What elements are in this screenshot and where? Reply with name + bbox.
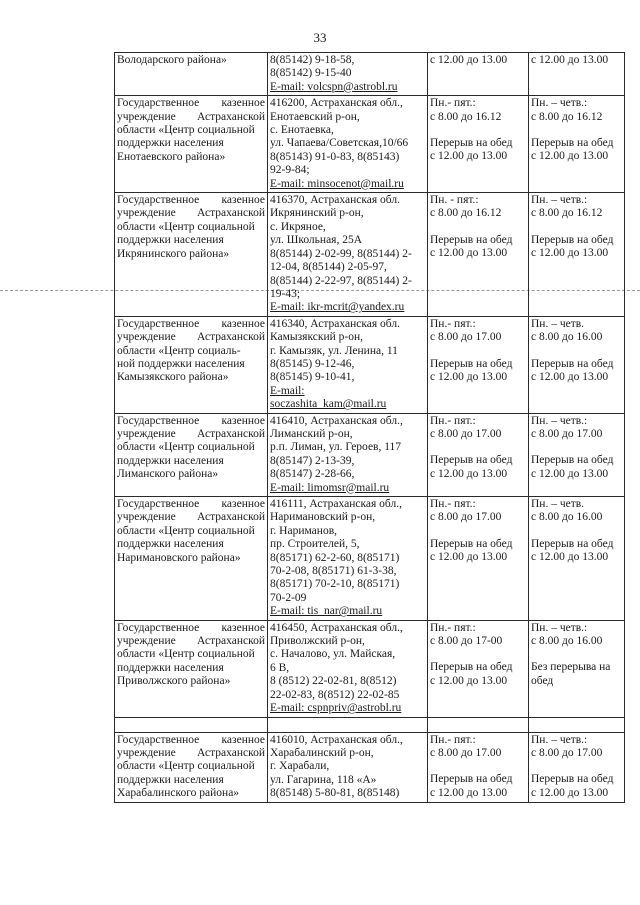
text-line: Лиманского района» (117, 468, 219, 481)
org-name-cell (115, 193, 268, 317)
text-line: с. Енотаевка, (270, 124, 334, 137)
text-line: Енотаевского района» (117, 150, 226, 163)
text-line: Камызякский р-он, (270, 331, 363, 344)
text-line: Наримановский р-он, (270, 511, 376, 524)
text-line: учреждение Астраханской (117, 746, 265, 759)
weekday-schedule-cell (428, 732, 529, 802)
address-cell (268, 620, 428, 717)
schedule-break-hours: с 12.00 до 13.00 (430, 247, 508, 260)
text-line: поддержки населения (117, 454, 224, 467)
empty-cell (428, 717, 529, 732)
schedule-break-hours: обед (531, 674, 554, 687)
empty-cell (268, 717, 428, 732)
schedule-days: Пн. - пят.: (430, 194, 479, 207)
address-cell (268, 413, 428, 496)
text-line: учреждение Астраханской (117, 635, 265, 648)
address-cell (268, 732, 428, 802)
schedule-break-label: Перерыв на обед (531, 357, 614, 370)
schedule-break-hours: с 12.00 до 13.00 (430, 674, 508, 687)
schedule-break-hours: с 12.00 до 13.00 (531, 786, 609, 799)
text-line: Государственное казенное (117, 733, 265, 746)
text-line: 8(85143) 91-0-83, 8(85143) (270, 150, 400, 163)
weekday-schedule-cell (428, 193, 529, 317)
text-line: 8(85171) 62-2-60, 8(85171) (270, 551, 400, 564)
text-line: 416111, Астраханская обл., (270, 498, 402, 510)
text-line: 8 (8512) 22-02-81, 8(8512) (270, 675, 397, 688)
schedule-hours: с 8.00 до 16.00 (531, 331, 603, 344)
text-line: области «Центр социальной (117, 441, 255, 454)
text-line: р.п. Лиман, ул. Героев, 117 (270, 441, 402, 454)
schedule-days: Пн. – четв.: (531, 621, 588, 634)
text-line: Харабалинский р-он, (270, 746, 374, 759)
text-line: 8(85145) 9-10-41, (270, 371, 355, 384)
weekday-schedule-cell (428, 413, 529, 496)
schedule-break-hours: с 12.00 до 13.00 (430, 786, 508, 799)
schedule-days: Пн. – четв.: (531, 194, 588, 207)
text-line: 92-9-84; (270, 164, 310, 177)
schedule-break-label: Перерыв на обед (430, 454, 513, 467)
text-line: учреждение Астраханской (117, 207, 265, 220)
org-name-cell (115, 413, 268, 496)
text-line: области «Центр социальной (117, 760, 255, 773)
text-line: Икрянинский р-он, (270, 207, 364, 220)
table-row (115, 316, 625, 413)
text-line: Государственное казенное (117, 97, 265, 110)
schedule-cell (529, 53, 625, 96)
schedule-hours: с 8.00 до 16.12 (430, 110, 502, 123)
schedule-hours: с 8.00 до 17.00 (531, 427, 603, 440)
table-row (115, 53, 625, 96)
org-name-cell (115, 53, 268, 96)
schedule-break-label: Перерыв на обед (531, 454, 614, 467)
text-line: Володарского района» (117, 54, 227, 66)
text-line: Наримановского района» (117, 551, 241, 564)
schedule-hours: с 8.00 до 17.00 (430, 746, 502, 759)
schedule-break-label: Перерыв на обед (531, 233, 614, 246)
text-line: области «Центр социаль- (117, 344, 241, 357)
text-line: поддержки населения (117, 661, 224, 674)
schedule-days: Пн.- пят.: (430, 317, 476, 330)
schedule-break-label: Перерыв на обед (430, 773, 513, 786)
schedule-break-hours: с 12.00 до 13.00 (531, 551, 609, 564)
text-line: учреждение Астраханской (117, 110, 265, 123)
text-line: ной поддержки населения (117, 357, 245, 370)
schedule-break-label: Без перерыва на (531, 661, 611, 674)
page-number: 33 (313, 30, 327, 45)
schedule-days: Пн.- пят.: (430, 733, 476, 746)
text-line: 8(85171) 70-2-10, 8(85171) (270, 578, 400, 591)
text-line: Приволжского района» (117, 675, 231, 688)
table-row (115, 413, 625, 496)
text-line: 416200, Астраханская обл., (270, 97, 403, 110)
schedule-break-label: Перерыв на обед (430, 233, 513, 246)
schedule-break-label: Перерыв на обед (531, 137, 614, 150)
text-line: учреждение Астраханской (117, 427, 265, 440)
text-line: 416410, Астраханская обл., (270, 414, 403, 427)
schedule-break-label: Перерыв на обед (430, 137, 513, 150)
empty-cell (529, 717, 625, 732)
schedule-days: Пн. – четв. (531, 317, 585, 330)
text-line: E-mail: tis_nar@mail.ru (270, 605, 383, 618)
schedule-break-hours: с 12.00 до 13.00 (430, 150, 508, 163)
address-cell (268, 193, 428, 317)
schedule-days: с 12.00 до 13.00 (531, 54, 609, 66)
text-line: пр. Строителей, 5, (270, 538, 360, 551)
schedule-break-hours: с 12.00 до 13.00 (531, 370, 609, 383)
mon-thu-schedule-cell (529, 732, 625, 802)
text-line: Харабалинского района» (117, 787, 240, 800)
text-line: 8(85148) 5-80-81, 8(85148) (270, 787, 400, 800)
schedule-hours: с 8.00 до 17-00 (430, 635, 503, 648)
schedule-break-hours: с 12.00 до 13.00 (430, 551, 508, 564)
weekday-schedule-cell (428, 316, 529, 413)
table-row (115, 193, 625, 317)
text-line: с. Началово, ул. Майская, (270, 648, 396, 661)
text-line: ул. Чапаева/Советская,10/66 (270, 137, 409, 150)
text-line: поддержки населения (117, 137, 224, 150)
text-line: 8(85147) 2-13-39, (270, 454, 355, 467)
mon-thu-schedule-cell (529, 413, 625, 496)
text-line: г. Камызяк, ул. Ленина, 11 (270, 344, 398, 357)
text-line: Государственное казенное (117, 498, 265, 510)
schedule-hours: с 8.00 до 17.00 (430, 511, 502, 524)
address-cell (268, 497, 428, 621)
text-line: поддержки населения (117, 538, 224, 551)
text-line: 8(85144) 2-22-97, 8(85144) 2- (270, 274, 412, 287)
table-spacer-row (115, 717, 625, 732)
schedule-hours: с 8.00 до 16.12 (430, 207, 502, 220)
social-support-centers-table (114, 52, 625, 803)
schedule-hours: с 8.00 до 16.00 (531, 511, 603, 524)
text-line: Приволжский р-он, (270, 635, 365, 648)
text-line: поддержки населения (117, 234, 224, 247)
schedule-break-hours: с 12.00 до 13.00 (531, 467, 609, 480)
text-line: 12-04, 8(85144) 2-05-97, (270, 261, 387, 274)
text-line: области «Центр социальной (117, 524, 255, 537)
schedule-break-hours: с 12.00 до 13.00 (531, 247, 609, 260)
mon-thu-schedule-cell (529, 620, 625, 717)
text-line: области «Центр социальной (117, 124, 255, 137)
text-line: 8(85147) 2-28-66, (270, 468, 355, 481)
table-row (115, 620, 625, 717)
schedule-break-label: Перерыв на обед (430, 357, 513, 370)
text-line: 70-2-09 (270, 591, 307, 604)
text-line: E-mail: cspnpriv@astrobl.ru (270, 702, 402, 715)
text-line: ул. Школьная, 25А (270, 234, 363, 247)
schedule-days: Пн. – четв. (531, 498, 585, 510)
text-line: 8(85144) 2-02-99, 8(85144) 2- (270, 247, 412, 260)
text-line: 8(85145) 9-12-46, (270, 357, 355, 370)
schedule-break-label: Перерыв на обед (430, 537, 513, 550)
org-name-cell (115, 732, 268, 802)
org-name-cell (115, 316, 268, 413)
text-line: 416370, Астраханская обл. (270, 194, 400, 207)
text-line: ул. Гагарина, 118 «А» (270, 773, 377, 786)
schedule-break-hours: с 12.00 до 13.00 (430, 467, 508, 480)
text-line: Лиманский р-он, (270, 427, 353, 440)
schedule-days: с 12.00 до 13.00 (430, 54, 508, 66)
text-line: области «Центр социальной (117, 220, 255, 233)
text-line: 416340, Астраханская обл. (270, 317, 400, 330)
text-line: E-mail: ikr-mcrit@yandex.ru (270, 301, 405, 314)
schedule-break-hours: с 12.00 до 13.00 (531, 150, 609, 163)
schedule-hours: с 8.00 до 16.12 (531, 207, 603, 220)
schedule-days: Пн.- пят.: (430, 97, 476, 110)
text-line: г. Харабали, (270, 760, 330, 773)
text-line: 416010, Астраханская обл., (270, 733, 403, 746)
schedule-cell (428, 53, 529, 96)
org-name-cell (115, 620, 268, 717)
text-line: Икрянинского района» (117, 247, 230, 260)
mon-thu-schedule-cell (529, 193, 625, 317)
table-row (115, 732, 625, 802)
schedule-days: Пн.- пят.: (430, 498, 476, 510)
schedule-break-label: Перерыв на обед (430, 661, 513, 674)
mon-thu-schedule-cell (529, 96, 625, 193)
text-line: Енотаевский р-он, (270, 110, 360, 123)
schedule-hours: с 8.00 до 17.00 (430, 427, 502, 440)
schedule-break-hours: с 12.00 до 13.00 (430, 370, 508, 383)
table-row (115, 497, 625, 621)
text-line: 416450, Астраханская обл., (270, 621, 403, 634)
schedule-days: Пн. – четв.: (531, 97, 588, 110)
weekday-schedule-cell (428, 620, 529, 717)
text-line: E-mail: limomsr@mail.ru (270, 481, 390, 494)
empty-cell (115, 717, 268, 732)
schedule-days: Пн.- пят.: (430, 414, 476, 427)
text-line: 22-02-83, 8(8512) 22-02-85 (270, 688, 400, 701)
text-line: E-mail: (270, 384, 305, 397)
schedule-days: Пн. – четв.: (531, 414, 588, 427)
address-cell (268, 53, 428, 96)
text-line: учреждение Астраханской (117, 511, 265, 524)
weekday-schedule-cell (428, 497, 529, 621)
mon-thu-schedule-cell (529, 497, 625, 621)
address-cell (268, 316, 428, 413)
text-line: области «Центр социальной (117, 648, 255, 661)
address-cell (268, 96, 428, 193)
text-line: Государственное казенное (117, 194, 265, 207)
text-line: с. Икряное, (270, 220, 326, 233)
text-line: поддержки населения (117, 773, 224, 786)
schedule-days: Пн.- пят.: (430, 621, 476, 634)
text-line: Государственное казенное (117, 621, 265, 634)
org-name-cell (115, 497, 268, 621)
schedule-hours: с 8.00 до 16.00 (531, 635, 603, 648)
text-line: г. Нариманов, (270, 524, 337, 537)
text-line: 6 В, (270, 661, 290, 674)
text-line: 8(85142) 9-18-58, (270, 54, 355, 66)
text-line: E-mail: minsocenot@mail.ru (270, 177, 404, 190)
schedule-days: Пн. – четв.: (531, 733, 588, 746)
text-line: soczashita_kam@mail.ru (270, 398, 387, 411)
schedule-break-label: Перерыв на обед (531, 537, 614, 550)
text-line: Государственное казенное (117, 317, 265, 330)
text-line: E-mail: volcspn@astrobl.ru (270, 80, 398, 93)
mon-thu-schedule-cell (529, 316, 625, 413)
schedule-hours: с 8.00 до 16.12 (531, 110, 603, 123)
table-row (115, 96, 625, 193)
text-line: учреждение Астраханской (117, 331, 265, 344)
text-line: 8(85142) 9-15-40 (270, 67, 352, 80)
schedule-hours: с 8.00 до 17.00 (430, 331, 502, 344)
weekday-schedule-cell (428, 96, 529, 193)
schedule-break-label: Перерыв на обед (531, 773, 614, 786)
text-line: 70-2-08, 8(85171) 61-3-38, (270, 565, 397, 578)
text-line: Государственное казенное (117, 414, 265, 427)
schedule-hours: с 8.00 до 17.00 (531, 746, 603, 759)
text-line: 19-43; (270, 287, 301, 300)
org-name-cell (115, 96, 268, 193)
text-line: Камызякского района» (117, 371, 229, 384)
